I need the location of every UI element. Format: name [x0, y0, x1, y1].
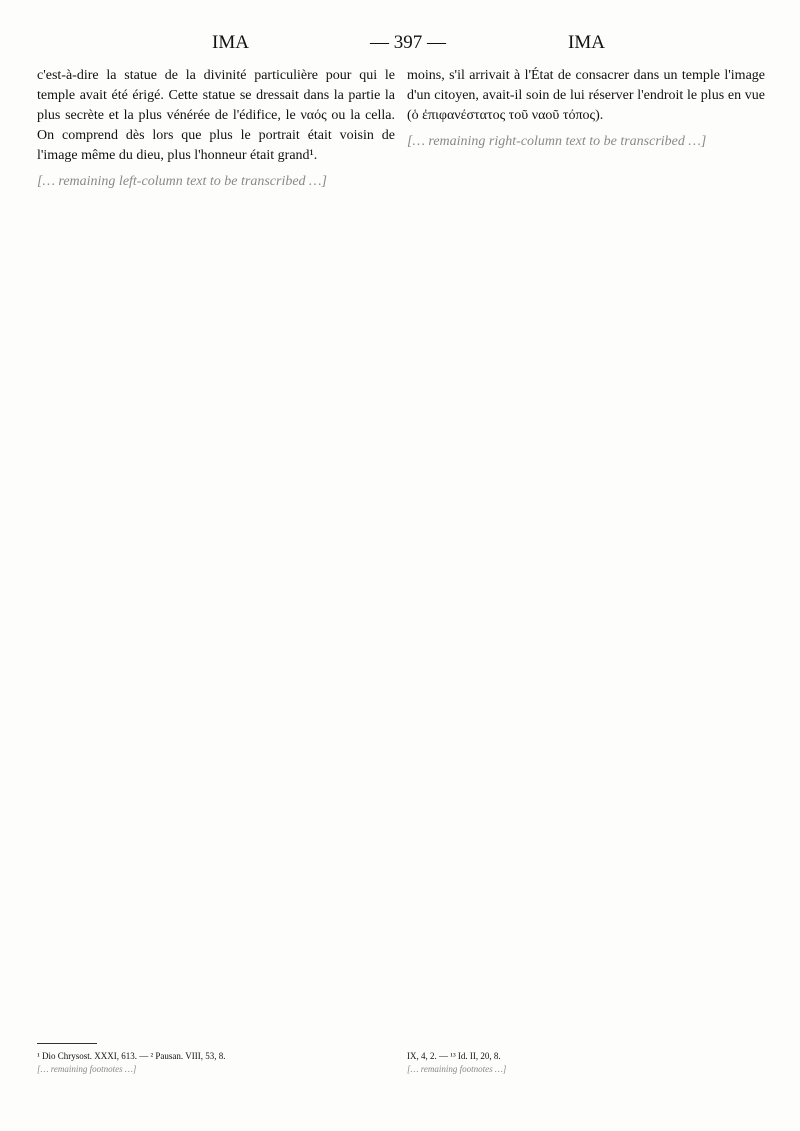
- footnotes-left: [37, 1050, 395, 1076]
- footnotes-left-placeholder: [… remaining footnotes …]: [37, 1064, 137, 1074]
- right-col-first-lines: moins, s'il arrivait à l'État de consacrer dans un temple l'image d'un citoyen, avait-il soin de lui réserver l'endroit le plus en vue (ὁ ἐπιφανέστατος τοῦ ναοῦ τόπος).: [407, 68, 765, 123]
- footnotes-right: [407, 1050, 765, 1076]
- right-column: [407, 66, 765, 158]
- footnotes-left-first: ¹ Dio Chrysost. XXXI, 613. — ² Pausan. VIII, 53, 8.: [37, 1051, 226, 1061]
- header-left-title: IMA: [212, 32, 249, 53]
- page-number: — 397 —: [370, 32, 446, 53]
- header-right-title: IMA: [568, 32, 605, 53]
- left-col-placeholder: [… remaining left-column text to be transcribed …]: [37, 174, 327, 189]
- footnotes-right-first: IX, 4, 2. — ¹³ Id. II, 20, 8.: [407, 1051, 501, 1061]
- footnote-rule: [37, 1043, 97, 1044]
- footnotes-right-placeholder: [… remaining footnotes …]: [407, 1064, 507, 1074]
- running-header: [0, 18, 800, 58]
- left-column: [37, 66, 395, 198]
- right-col-placeholder: [… remaining right-column text to be transcribed …]: [407, 134, 707, 149]
- left-col-first-lines: c'est-à-dire la statue de la divinité particulière pour qui le temple avait été érigé. Cette statue se dressait dans la partie la plus secrète et la plus vénérée de l'édifice, le ναός ou la cella. On comprend dès lors que plus le portrait était voisin de l'image même du dieu, plus l'honneur était grand¹.: [37, 68, 395, 163]
